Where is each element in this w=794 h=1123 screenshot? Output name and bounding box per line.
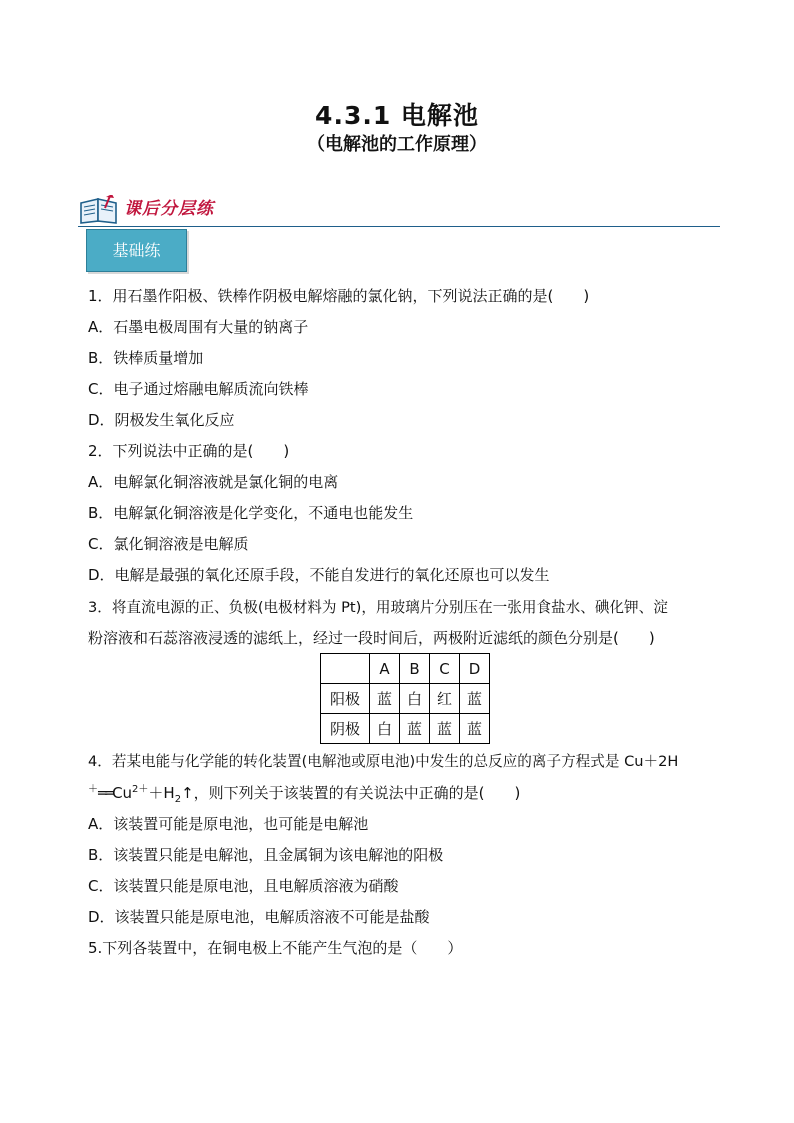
q5-stem: 5.下列各装置中，在铜电极上不能产生气泡的是（ ） xyxy=(88,939,463,957)
q2-option-b: B．电解氯化铜溶液是化学变化，不通电也能发生 xyxy=(88,504,414,522)
q3-stem-line1: 3．将直流电源的正、负极(电极材料为 Pt)，用玻璃片分别压在一张用食盐水、碘化钾、淀 xyxy=(88,599,668,616)
book-icon xyxy=(78,195,120,229)
q4-eq-cu-charge: 2＋ xyxy=(132,784,149,795)
q1-option-b: B．铁棒质量增加 xyxy=(88,349,204,367)
table-cell: 阳极 xyxy=(321,684,370,714)
table-cell: 蓝 xyxy=(430,714,460,744)
table-row xyxy=(321,714,490,744)
table-cell: 红 xyxy=(430,684,460,714)
q4-option-a: A．该装置可能是原电池，也可能是电解池 xyxy=(88,815,369,833)
q4-option-d: D．该装置只能是原电池，电解质溶液不可能是盐酸 xyxy=(88,908,430,926)
page-subtitle: （电解池的工作原理） xyxy=(307,134,487,155)
q1-option-c: C．电子通过熔融电解质流向铁棒 xyxy=(88,380,309,398)
q2-option-c: C．氯化铜溶液是电解质 xyxy=(88,535,249,553)
section-tag: 基础练 xyxy=(86,229,187,272)
table-cell: 蓝 xyxy=(400,714,430,744)
q1-option-a: A．石墨电极周围有大量的钠离子 xyxy=(88,318,309,336)
q4-stem-line1: 4．若某电能与化学能的转化装置(电解池或原电池)中发生的总反应的离子方程式是 Cu＋2H xyxy=(88,753,679,770)
divider-line xyxy=(78,226,720,227)
q2-option-d: D．电解是最强的氧化还原手段，不能自发进行的氧化还原也可以发生 xyxy=(88,566,550,584)
table-cell: B xyxy=(400,654,430,684)
table-cell: 白 xyxy=(370,714,400,744)
q4-stem-rest: ，则下列关于该装置的有关说法中正确的是( ) xyxy=(193,784,521,802)
q4-eq-cu: Cu xyxy=(112,784,133,802)
table-row xyxy=(321,654,490,684)
q1-option-d: D．阴极发生氧化反应 xyxy=(88,411,235,429)
table-cell xyxy=(321,654,370,684)
q4-eq-plus: ＋ xyxy=(88,784,98,795)
table-cell: D xyxy=(460,654,490,684)
q4-stem-line2 xyxy=(88,782,520,803)
q2-option-a: A．电解氯化铜溶液就是氯化铜的电离 xyxy=(88,473,339,491)
q2-stem: 2．下列说法中正确的是( ) xyxy=(88,442,290,460)
table-cell: 蓝 xyxy=(460,714,490,744)
banner-label: 课后分层练 xyxy=(124,199,214,219)
table-cell: A xyxy=(370,654,400,684)
q1-stem: 1．用石墨作阳极、铁棒作阴极电解熔融的氯化钠，下列说法正确的是( ) xyxy=(88,287,590,305)
q4-option-c: C．该装置只能是原电池，且电解质溶液为硝酸 xyxy=(88,877,399,895)
table-cell: 阴极 xyxy=(321,714,370,744)
q4-eq-h-sub: 2 xyxy=(174,794,182,805)
table-row xyxy=(321,684,490,714)
page-title: 4.3.1 电解池 xyxy=(315,101,479,130)
q4-eq-up: ↑ xyxy=(181,784,194,802)
table-cell: C xyxy=(430,654,460,684)
q4-option-b: B．该装置只能是电解池，且金属铜为该电解池的阳极 xyxy=(88,846,444,864)
q3-table xyxy=(320,653,490,744)
table-cell: 蓝 xyxy=(370,684,400,714)
table-cell: 白 xyxy=(400,684,430,714)
q4-eq-arrow: ══ xyxy=(98,784,113,802)
q4-eq-h: ＋H xyxy=(148,784,175,802)
q3-stem-line2: 粉溶液和石蕊溶液浸透的滤纸上，经过一段时间后，两极附近滤纸的颜色分别是( ) xyxy=(88,629,655,647)
table-cell: 蓝 xyxy=(460,684,490,714)
